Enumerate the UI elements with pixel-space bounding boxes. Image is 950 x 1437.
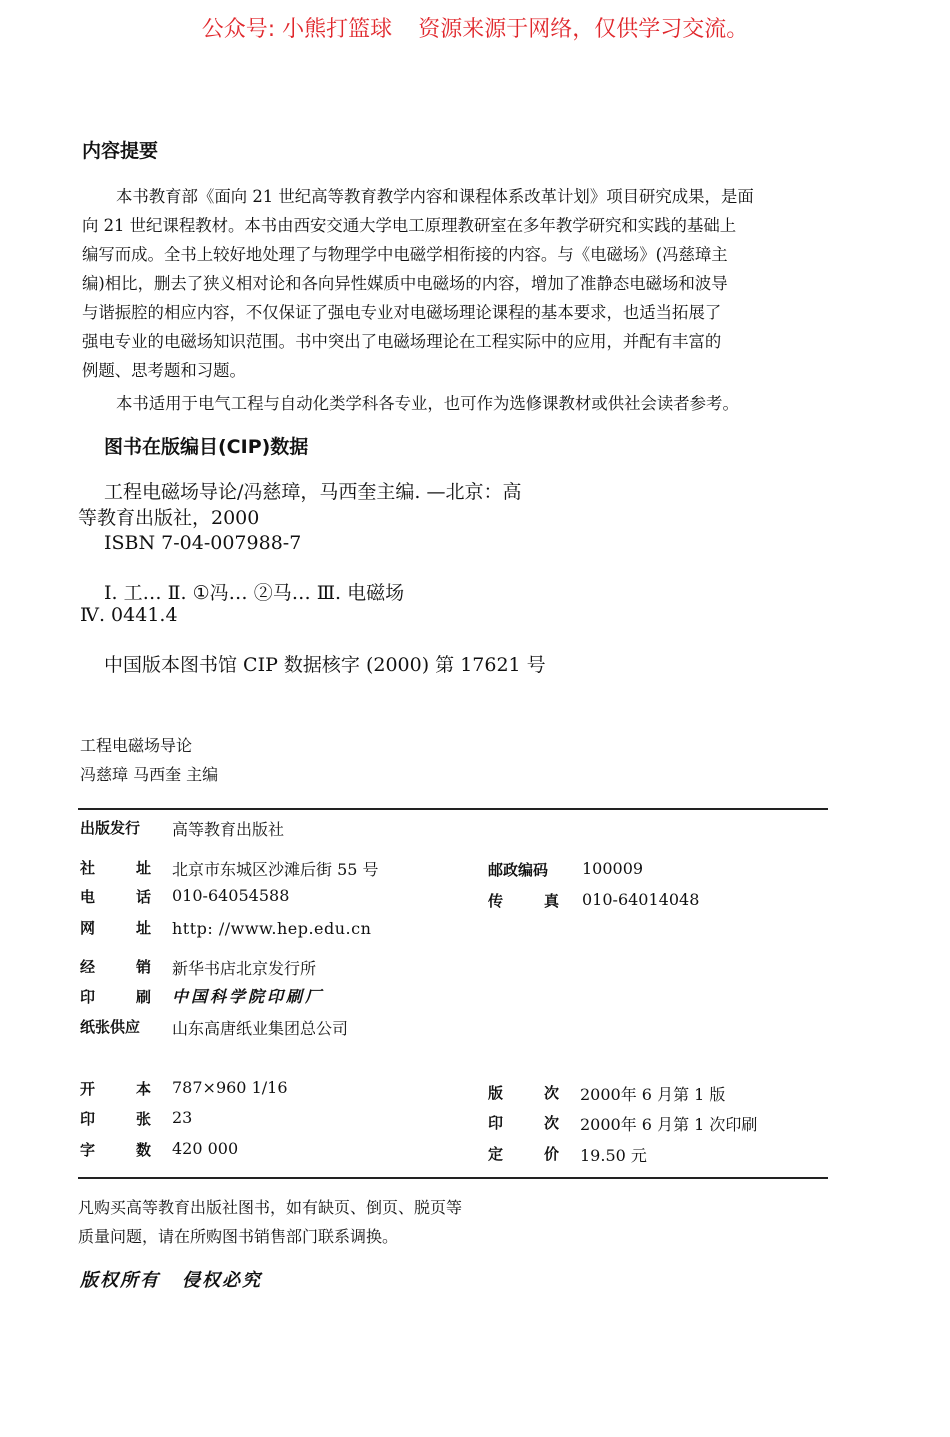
watermark-disclaimer: 资源来源于网络，仅供学习交流。: [418, 17, 749, 42]
field-label: 次: [544, 1084, 560, 1102]
summary-line: 编)相比，删去了狭义相对论和各向异性媒质中电磁场的内容，增加了准静态电磁场和波导: [82, 274, 728, 293]
summary-line: 例题、思考题和习题。: [82, 361, 246, 380]
fax-value: 010-64014048: [582, 890, 700, 909]
summary-line: 与谐振腔的相应内容，不仅保证了强电专业对电磁场理论课程的基本要求，也适当拓展了: [82, 303, 722, 322]
price-value: 19.50 元: [580, 1146, 647, 1165]
summary-line: 本书教育部《面向 21 世纪高等教育教学内容和课程体系改革计划》项目研究成果，是面: [116, 187, 754, 206]
field-label: 话: [136, 888, 152, 906]
summary-line: 强电专业的电磁场知识范围。书中突出了电磁场理论在工程实际中的应用，并配有丰富的: [82, 332, 722, 351]
publisher-label: 出版发行: [80, 819, 141, 837]
sheets-value: 23: [172, 1108, 193, 1127]
printer-value: 中国科学院印刷厂: [172, 987, 325, 1006]
field-label: 本: [136, 1080, 152, 1098]
paper-supplier-value: 山东高唐纸业集团总公司: [172, 1019, 349, 1038]
word-count-value: 420 000: [172, 1139, 239, 1158]
summary-line: 向 21 世纪课程教材。本书由西安交通大学电工原理教研室在多年教学研究和实践的基础上: [82, 216, 737, 235]
printing-value: 2000年 6 月第 1 次印刷: [580, 1115, 758, 1134]
field-label: 电: [80, 888, 96, 906]
address-value: 北京市东城区沙滩后街 55 号: [172, 860, 379, 879]
copyright-left: 版权所有: [80, 1270, 160, 1291]
field-label: 经: [80, 958, 96, 976]
book-editors: 冯慈璋 马西奎 主编: [80, 765, 219, 784]
watermark-source: 公众号: 小熊打篮球: [201, 17, 393, 42]
edition-value: 2000年 6 月第 1 版: [580, 1085, 726, 1104]
field-label: 张: [136, 1110, 152, 1128]
postcode-value: 100009: [582, 859, 644, 878]
field-label: 版: [488, 1084, 504, 1102]
field-label: 社: [80, 859, 96, 877]
field-label: 印: [80, 1110, 96, 1128]
field-label: 址: [136, 859, 152, 877]
field-label: 传: [488, 892, 504, 910]
website-link[interactable]: http: //www.hep.edu.cn: [172, 919, 372, 938]
field-label: 址: [136, 919, 152, 937]
field-label: 价: [544, 1145, 560, 1163]
book-title: 工程电磁场导论: [80, 736, 193, 755]
field-label: 字: [80, 1141, 96, 1159]
field-label: 真: [544, 892, 560, 910]
notice-line: 凡购买高等教育出版社图书，如有缺页、倒页、脱页等: [78, 1198, 463, 1217]
cip-classification-code: Ⅳ. 0441.4: [80, 604, 178, 626]
summary-line: 本书适用于电气工程与自动化类学科各专业，也可作为选修课教材或供社会读者参考。: [116, 394, 739, 413]
cip-isbn: ISBN 7-04-007988-7: [104, 532, 302, 554]
cip-line: 工程电磁场导论/冯慈璋，马西奎主编. —北京：高: [104, 481, 522, 503]
cip-number: 中国版本图书馆 CIP 数据核字 (2000) 第 17621 号: [104, 654, 546, 676]
field-label: 开: [80, 1080, 96, 1098]
field-label: 刷: [136, 988, 152, 1006]
divider: [78, 808, 828, 810]
cip-classification: Ⅰ. 工… Ⅱ. ①冯… ②马… Ⅲ. 电磁场: [104, 582, 405, 604]
cip-heading: 图书在版编目(CIP)数据: [104, 436, 309, 458]
divider: [78, 1177, 828, 1179]
phone-value: 010-64054588: [172, 886, 290, 905]
notice-line: 质量问题，请在所购图书销售部门联系调换。: [78, 1227, 399, 1246]
summary-heading: 内容提要: [82, 140, 159, 162]
summary-line: 编写而成。全书上较好地处理了与物理学中电磁学相衔接的内容。与《电磁场》(冯慈璋主: [82, 245, 728, 264]
field-label: 数: [136, 1141, 152, 1159]
field-label: 印: [80, 988, 96, 1006]
field-label: 网: [80, 919, 96, 937]
field-label: 印: [488, 1114, 504, 1132]
distributor-value: 新华书店北京发行所: [172, 959, 317, 978]
copyright-notice: [80, 1266, 262, 1292]
copyright-right: 侵权必究: [182, 1270, 262, 1291]
field-label: 纸张供应: [80, 1018, 141, 1036]
field-label: 次: [544, 1114, 560, 1132]
field-label: 定: [488, 1145, 504, 1163]
cip-line: 等教育出版社，2000: [78, 507, 260, 529]
field-label: 邮政编码: [488, 861, 549, 879]
watermark-text: [0, 12, 950, 43]
field-label: 销: [136, 958, 152, 976]
format-value: 787×960 1/16: [172, 1078, 288, 1097]
publisher-value: 高等教育出版社: [172, 820, 285, 839]
